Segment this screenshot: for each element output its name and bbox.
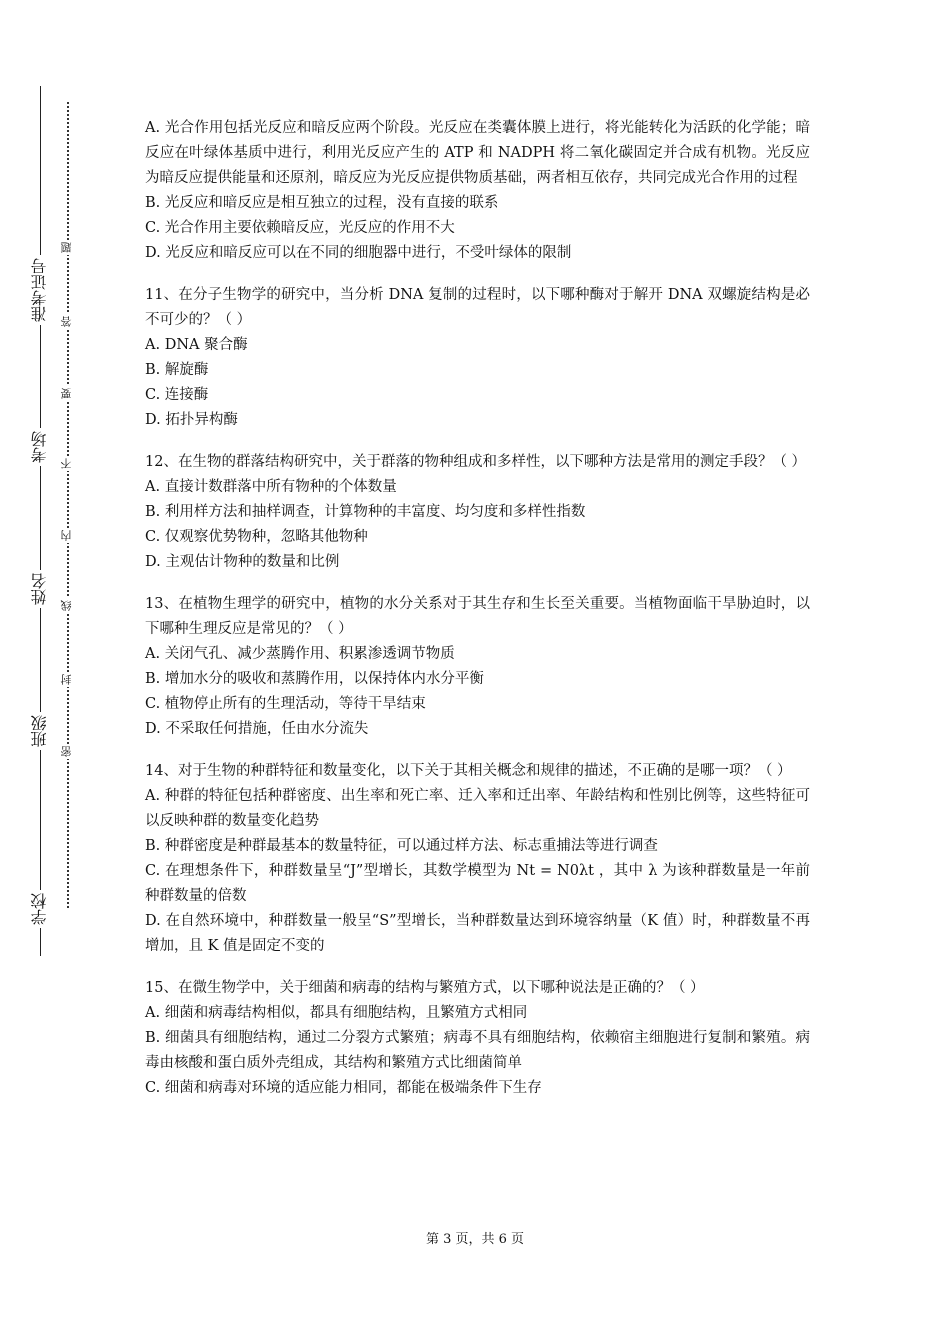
question-10-continued	[145, 116, 810, 266]
option-a: A. DNA 聚合酶	[145, 337, 248, 353]
option-a: A. 种群的特征包括种群密度、出生率和死亡率、迁入率和迁出率、年龄结构和性别比例等，这些特征可以反映种群的数量变化趋势	[145, 788, 810, 829]
option-d: D. 主观估计物种的数量和比例	[145, 554, 340, 570]
question-stem: 15、在微生物学中，关于细菌和病毒的结构与繁殖方式，以下哪种说法是正确的？（ ）	[145, 980, 705, 996]
seal-char: 密	[60, 746, 73, 757]
option-d: D. 光反应和暗反应可以在不同的细胞器中进行，不受叶绿体的限制	[145, 245, 572, 261]
option-b: B. 细菌具有细胞结构，通过二分裂方式繁殖；病毒不具有细胞结构，依赖宿主细胞进行复制和繁殖。病毒由核酸和蛋白质外壳组成，其结构和繁殖方式比细菌简单	[145, 1030, 810, 1071]
option-c: C. 在理想条件下，种群数量呈“J”型增长，其数学模型为 Nt = N0λt ，其中 λ 为该种群数量是一年前种群数量的倍数	[145, 863, 810, 904]
question-stem: 14、对于生物的种群特征和数量变化，以下关于其相关概念和规律的描述，不正确的是哪一项？（ ）	[145, 763, 792, 779]
seal-char: 不	[60, 458, 73, 469]
option-d: D. 在自然环境中，种群数量一般呈“S”型增长，当种群数量达到环境容纳量（K 值）时，种群数量不再增加，且 K 值是固定不变的	[145, 913, 810, 954]
option-d: D. 不采取任何措施，任由水分流失	[145, 721, 369, 737]
question-14	[145, 759, 810, 959]
question-11	[145, 283, 810, 433]
label-class: 班级	[22, 712, 58, 750]
option-d: D. 拓扑异构酶	[145, 412, 238, 428]
seal-char: 题	[60, 242, 73, 253]
seal-char: 线	[60, 600, 73, 611]
margin-solid-line	[40, 86, 41, 956]
seal-char: 答	[60, 316, 73, 327]
seal-char: 要	[60, 388, 73, 399]
option-a: A. 直接计数群落中所有物种的个体数量	[145, 479, 397, 495]
binding-margin	[0, 0, 110, 1344]
label-school: 学校	[22, 890, 58, 928]
option-b: B. 利用样方法和抽样调查，计算物种的丰富度、均匀度和多样性指数	[145, 504, 586, 520]
option-a: A. 光合作用包括光反应和暗反应两个阶段。光反应在类囊体膜上进行，将光能转化为活跃的化学能；暗反应在叶绿体基质中进行，利用光反应产生的 ATP 和 NADPH 将二氧化碳固定并合成有机物。光反应为暗反应提供能量和还原剂，暗反应为光反应提供物质基础，两者相互依存，共同完成光合作用的过程	[145, 120, 810, 186]
option-c: C. 植物停止所有的生理活动，等待干旱结束	[145, 696, 426, 712]
label-exam-number: 准考证号	[22, 255, 58, 325]
question-stem: 11、在分子生物学的研究中，当分析 DNA 复制的过程时，以下哪种酶对于解开 DNA 双螺旋结构是必不可少的？（ ）	[145, 287, 810, 328]
question-stem: 12、在生物的群落结构研究中，关于群落的物种组成和多样性，以下哪种方法是常用的测定手段？（ ）	[145, 454, 807, 470]
option-c: C. 连接酶	[145, 387, 209, 403]
option-b: B. 解旋酶	[145, 362, 209, 378]
question-content	[145, 116, 810, 1118]
page-number: 第 3 页，共 6 页	[425, 1232, 525, 1247]
option-a: A. 关闭气孔、减少蒸腾作用、积累渗透调节物质	[145, 646, 455, 662]
option-c: C. 仅观察优势物种，忽略其他物种	[145, 529, 368, 545]
option-b: B. 光反应和暗反应是相互独立的过程，没有直接的联系	[145, 195, 499, 211]
seal-char: 封	[60, 674, 73, 685]
question-12	[145, 450, 810, 575]
option-a: A. 细菌和病毒结构相似，都具有细胞结构，且繁殖方式相同	[145, 1005, 528, 1021]
option-b: B. 种群密度是种群最基本的数量特征，可以通过样方法、标志重捕法等进行调查	[145, 838, 658, 854]
margin-dotted-line	[67, 102, 69, 908]
question-stem: 13、在植物生理学的研究中，植物的水分关系对于其生存和生长至关重要。当植物面临干旱胁迫时，以下哪种生理反应是常见的？（ ）	[145, 596, 810, 637]
option-c: C. 细菌和病毒对环境的适应能力相同，都能在极端条件下生存	[145, 1080, 542, 1096]
label-name: 姓名	[22, 570, 58, 608]
question-15	[145, 976, 810, 1101]
option-b: B. 增加水分的吸收和蒸腾作用，以保持体内水分平衡	[145, 671, 484, 687]
question-13	[145, 592, 810, 742]
seal-char: 内	[60, 530, 73, 541]
option-c: C. 光合作用主要依赖暗反应，光反应的作用不大	[145, 220, 455, 236]
label-exam-room: 考场	[22, 428, 58, 466]
